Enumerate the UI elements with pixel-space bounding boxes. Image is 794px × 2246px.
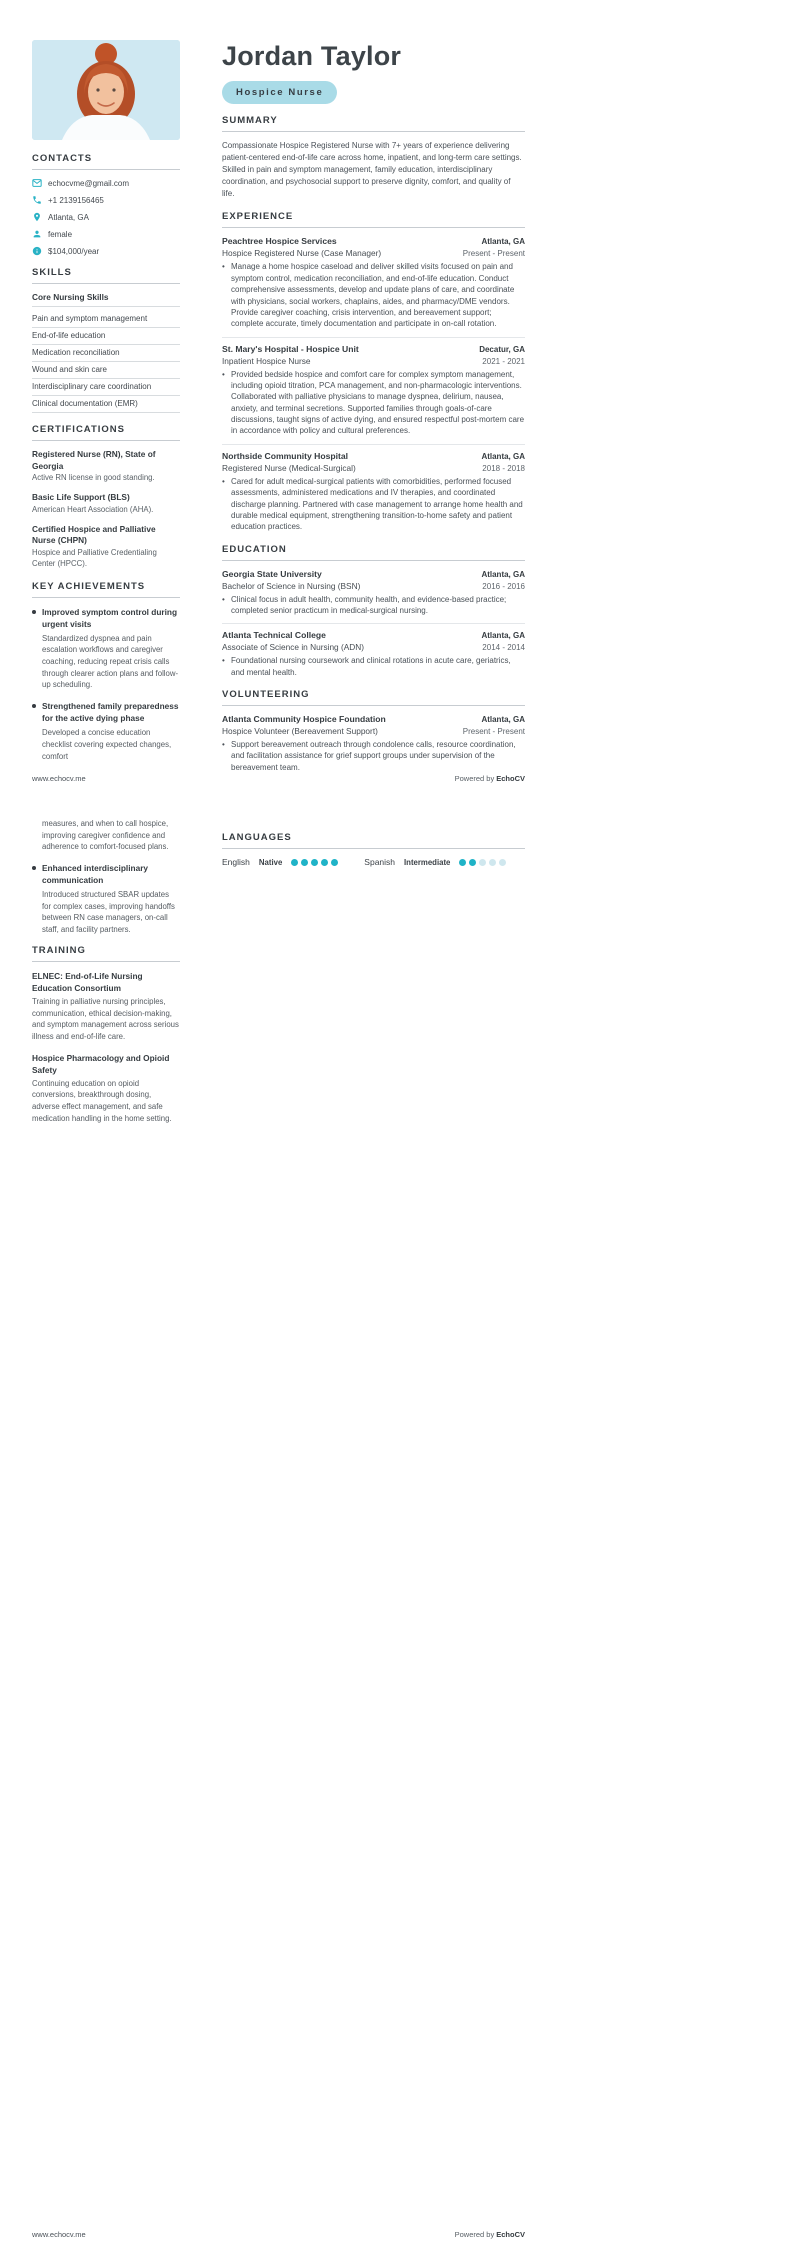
volunteer-dates: Present - Present [462,727,525,737]
school-name: Atlanta Technical College [222,630,326,641]
degree-dates: 2014 - 2014 [482,643,525,653]
location-icon [32,212,42,222]
person-icon [32,229,42,239]
skill-item: Wound and skin care [32,362,180,379]
powered-by-prefix: Powered by [454,2230,495,2239]
achievement-desc: Introduced structured SBAR updates for complex cases, improving handoffs between RN case managers, on-call staff, and facility partners. [42,890,175,935]
company-name: St. Mary's Hospital - Hospice Unit [222,343,359,354]
bullet-dot [222,261,231,329]
certifications-heading: CERTIFICATIONS [32,424,180,441]
education-bullet [222,655,525,678]
page-1 [0,0,794,790]
contact-item-salary [32,246,180,256]
experience-bullet [222,369,525,437]
skill-item: Clinical documentation (EMR) [32,396,180,413]
job-dates: Present - Present [462,249,525,259]
contact-phone-text: +1 2139156465 [48,195,104,205]
school-name: Georgia State University [222,568,322,579]
education-bullet-text: Foundational nursing coursework and clinical rotations in acute care, geriatrics, and mental health. [231,656,511,677]
job-title: Hospice Registered Nurse (Case Manager) [222,248,382,259]
education-section [222,544,525,678]
training-heading: TRAINING [32,945,180,962]
bullet-dot [222,739,231,773]
email-icon [32,178,42,188]
school-location: Atlanta, GA [481,569,525,579]
contacts-section [32,153,180,256]
training-title: ELNEC: End-of-Life Nursing Education Consortium [32,970,143,993]
bullet-dot [32,610,36,614]
achievements-heading: KEY ACHIEVEMENTS [32,581,180,598]
company-location: Decatur, GA [479,344,525,354]
volunteer-role: Hospice Volunteer (Bereavement Support) [222,726,378,737]
summary-heading: SUMMARY [222,115,525,132]
contact-gender-text: female [48,229,73,239]
skill-item: Pain and symptom management [32,311,180,328]
experience-entry [222,444,525,533]
bullet-dot [32,866,36,870]
sidebar [32,40,180,773]
summary-section [222,115,525,201]
education-entry [222,623,525,678]
education-bullet [222,594,525,617]
achievement-desc-continued: measures, and when to call hospice, improving caregiver confidence and adherence to comfort-focused plans. [42,819,169,852]
achievement-item [32,700,180,762]
experience-entry [222,337,525,437]
certification-item [32,492,180,516]
experience-section [222,211,525,532]
training-desc: Continuing education on opioid conversions, breakthrough dosing, adverse effect management, and safe medication handling in the home setting. [32,1078,172,1123]
volunteering-heading: VOLUNTEERING [222,689,525,706]
volunteering-bullet [222,739,525,773]
bullet-dot [32,704,36,708]
certification-subtitle: American Heart Association (AHA). [32,504,154,514]
achievement-item [32,606,180,691]
contact-email-text[interactable]: echocvme@gmail.com [48,178,130,188]
powered-by-prefix: Powered by [454,774,495,783]
organization-name: Atlanta Community Hospice Foundation [222,714,386,725]
phone-icon [32,195,42,205]
woman-portrait-illustration [32,40,180,140]
language-item [222,857,338,867]
training-desc: Training in palliative nursing principles, communication, ethical decision-making, and symptom management across serious illness and end-of-life care. [32,996,179,1041]
achievements-section [32,581,180,763]
achievement-title: Enhanced interdisciplinary communication [42,863,149,886]
skills-heading: SKILLS [32,267,180,284]
volunteering-entry [222,714,525,773]
bullet-dot [222,476,231,533]
volunteering-section [222,689,525,773]
summary-text: Compassionate Hospice Registered Nurse with 7+ years of experience delivering patient-centered end-of-life care across home, inpatient, and long-term care settings. Skilled in pain and symptom management, family education, interdisciplinary coordination, and psychosocial support to preserve dignity, comfort, and quality of life. [222,140,522,199]
skill-item: Interdisciplinary care coordination [32,379,180,396]
language-level: Intermediate [404,857,451,867]
training-item [32,970,180,1043]
language-name: English [222,857,250,867]
contact-item-gender [32,229,180,239]
contact-location-text: Atlanta, GA [48,212,89,222]
languages-section [222,832,525,867]
contact-item-email [32,178,180,188]
certification-item [32,524,180,570]
education-bullet-text: Clinical focus in adult health, community health, and evidence-based practice; completed senior practicum in medical-surgical nursing. [231,594,507,615]
school-location: Atlanta, GA [481,631,525,641]
page-footer [32,2230,525,2239]
company-name: Peachtree Hospice Services [222,236,337,247]
profile-photo [32,40,180,140]
contact-item-location [32,212,180,222]
certification-title: Certified Hospice and Palliative Nurse (CHPN) [32,523,156,546]
achievement-desc-partial: Developed a concise education checklist covering expected changes, comfort [42,728,172,761]
info-icon [32,246,42,256]
main-column-continued [222,818,525,867]
experience-bullet-text: Provided bedside hospice and comfort care for complex symptom management, including opioid titration, PCA management, and non-pharmacologic interventions. Collaborated with palliative physicians to manage dyspnea, delirium, nausea, anxiety, and terminal secretions. Supported families through goals-of-care discussions, taught signs of active dying, and ensured respectful post-mortem care in accordance with policy and cultural preferences. [231,369,525,436]
bullet-dot [222,594,231,617]
role-badge: Hospice Nurse [222,81,337,104]
experience-entry [222,236,525,329]
resume-header [222,42,525,104]
experience-heading: EXPERIENCE [222,211,525,228]
skills-section [32,267,180,413]
job-title: Inpatient Hospice Nurse [222,355,311,366]
certifications-section [32,424,180,570]
degree-title: Associate of Science in Nursing (ADN) [222,642,365,653]
experience-bullet-text: Manage a home hospice caseload and deliver skilled visits focused on pain and symptom control, medication reconciliation, and end-of-life education. Conduct comprehensive assessments, develop and update plans of care, and coordinate with physicians, social workers, chaplains, aides, and pharmacy/DME vendors. Provide caregiver coaching, crisis intervention, and bereavement support; complete accurate, timely documentation and participate in on-call rotation. [231,262,515,329]
education-heading: EDUCATION [222,544,525,561]
certification-subtitle: Active RN license in good standing. [32,473,155,483]
site-link[interactable]: www.echocv.me [32,2230,86,2239]
degree-title: Bachelor of Science in Nursing (BSN) [222,580,361,591]
bullet-dot [222,369,231,437]
job-title: Registered Nurse (Medical-Surgical) [222,462,356,473]
sidebar-continued [32,818,180,1135]
language-item [364,857,506,867]
page-2 [0,790,794,2246]
certification-title: Basic Life Support (BLS) [32,492,130,503]
powered-by [455,774,525,783]
powered-by [455,2230,525,2239]
site-link[interactable]: www.echocv.me [32,774,86,783]
contact-salary-text: $104,000/year [48,246,100,256]
volunteering-bullet-text: Support bereavement outreach through condolence calls, resource coordination, and facilitation assistance for grief support groups under supervision of the bereavement team. [231,740,516,772]
training-item [32,1052,180,1125]
language-dots [459,859,506,866]
experience-bullet-text: Cared for adult medical-surgical patients with comorbidities, performed focused assessments, administered medications and IV therapies, and coordinated discharge planning. Partnered with case management to arrange home health and durable medical equipment, strengthening transition-to-home safety and patient education practices. [231,476,523,532]
contact-item-phone [32,195,180,205]
bullet-dot [222,655,231,678]
powered-by-brand: EchoCV [496,774,525,783]
language-dots [291,859,338,866]
company-name: Northside Community Hospital [222,450,349,461]
language-level: Native [258,857,283,867]
achievement-desc: Standardized dyspnea and pain escalation workflows and caregiver coaching, reducing repeat crisis calls through clearer action plans and follow-up scheduling. [42,633,179,690]
main-column [222,40,525,780]
page-title: Jordan Taylor [222,41,402,71]
achievement-title: Improved symptom control during urgent visits [42,606,178,629]
powered-by-brand: EchoCV [496,2230,525,2239]
contacts-heading: CONTACTS [32,153,180,170]
achievement-item [32,862,180,936]
skill-item: Medication reconciliation [32,345,180,362]
training-section [32,945,180,1125]
job-dates: 2021 - 2021 [482,356,525,366]
skills-group-title: Core Nursing Skills [32,292,180,307]
degree-dates: 2016 - 2016 [482,581,525,591]
experience-bullet [222,261,525,329]
job-dates: 2018 - 2018 [482,463,525,473]
company-location: Atlanta, GA [481,451,525,461]
certification-title: Registered Nurse (RN), State of Georgia [32,449,156,471]
page-footer [32,774,525,783]
education-entry [222,569,525,617]
company-location: Atlanta, GA [481,237,525,247]
skill-item: End-of-life education [32,328,180,345]
achievement-title: Strengthened family preparedness for the active dying phase [42,701,179,724]
language-name: Spanish [364,857,396,867]
certification-item [32,449,180,484]
languages-heading: LANGUAGES [222,832,525,849]
certification-subtitle: Hospice and Palliative Credentialing Center (HPCC). [32,547,157,568]
organization-location: Atlanta, GA [481,715,525,725]
experience-bullet [222,476,525,533]
training-title: Hospice Pharmacology and Opioid Safety [32,1052,170,1075]
